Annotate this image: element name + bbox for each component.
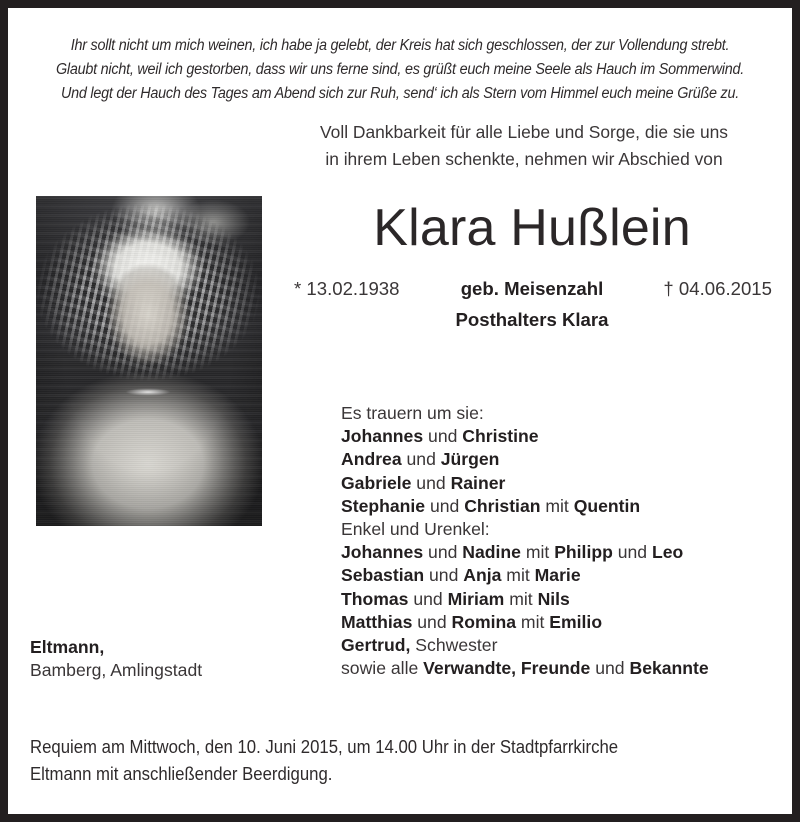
house-name: Posthalters Klara [455,309,609,330]
service-line-1: Requiem am Mittwoch, den 10. Juni 2015, um 14.00 Uhr in der Stadtpfarrkirche [30,737,619,757]
memorial-verse [45,34,756,106]
mourner-line [341,634,781,657]
service-info [30,734,718,788]
mourner-name: Bekannte [629,658,709,679]
mourner-name: Miriam [447,588,505,609]
mourner-name: Nadine [462,542,521,563]
mourner-connector: und [411,472,451,493]
mourners-heading: Es trauern um sie: [341,403,484,423]
mourner-connector: und [423,426,463,447]
place-secondary: Bamberg, Amlingstadt [30,660,203,681]
mourner-name: Philipp [554,542,613,563]
mourner-line [341,657,781,680]
mourner-name: Johannes [341,426,424,447]
places-block [30,636,330,682]
mourner-line [341,448,781,471]
mourner-connector: und [408,588,448,609]
mourner-name: Quentin [573,495,641,516]
mourner-connector: und [401,449,441,470]
mourner-line [341,518,781,541]
mourner-name: Leo [651,542,684,563]
mourner-line [341,541,781,564]
mourner-connector: mit [540,495,574,516]
mourner-connector: und [590,658,630,679]
mourner-name: Jürgen [440,449,500,470]
mourner-name: Anja [463,565,502,586]
place-primary: Eltmann, [30,637,105,657]
mourner-name: Matthias [341,611,413,632]
dates-row [284,276,780,302]
obituary-inner [8,8,792,814]
mourner-line [341,564,781,587]
mourner-connector: Schwester [410,635,498,656]
mourner-name: Thomas [341,588,409,609]
mourner-name: Andrea [341,449,402,470]
mourner-name: Christine [462,426,539,447]
intro-line-1: Voll Dankbarkeit für alle Liebe und Sorge, die sie uns [320,122,728,142]
mourner-name: Stephanie [341,495,426,516]
service-line-2: Eltmann mit anschließender Beerdigung. [30,764,333,784]
mourner-connector: und [423,542,463,563]
mourners-block [341,402,781,680]
mourner-name: Sebastian [341,565,425,586]
intro-line-2: in ihrem Leben schenkte, nehmen wir Abschied von [325,149,723,169]
mourner-connector: mit [501,565,535,586]
mourner-name: Nils [537,588,570,609]
mourner-connector: und [425,495,465,516]
verse-line-1: Ihr sollt nicht um mich weinen, ich habe ja gelebt, der Kreis hat sich geschlossen, der zur Vollendung strebt. [70,37,730,54]
mourners-list [341,425,781,680]
portrait-photo [36,196,262,526]
mourner-line [341,495,781,518]
mourner-connector: und [424,565,464,586]
mourner-connector: mit [504,588,538,609]
mourner-connector: Enkel und Urenkel: [341,519,490,540]
verse-line-2: Glaubt nicht, weil ich gestorben, dass wir uns ferne sind, es grüßt euch meine Seele als Hauch im Sommerwind. [55,61,745,78]
mourner-connector: sowie alle [341,658,424,679]
maiden-name: geb. Meisenzahl [460,278,604,299]
mourner-line [341,588,781,611]
birth-date: * 13.02.1938 [294,278,400,299]
mourner-connector: und [412,611,452,632]
mourner-connector: und [612,542,652,563]
mourner-line [341,425,781,448]
deceased-name: Klara Hußlein [373,199,691,257]
verse-line-3: Und legt der Hauch des Tages am Abend sich zur Ruh, send‘ ich als Stern vom Himmel euch meine Grüße zu. [60,85,740,102]
mourner-name: Rainer [450,472,506,493]
photo-vignette [36,196,262,526]
mourner-name: Gabriele [341,472,412,493]
mourner-name: Gertrud, [341,635,411,656]
mourner-connector: mit [520,542,555,563]
mourner-line [341,472,781,495]
intro-text [264,119,784,173]
mourner-name: Johannes [341,542,424,563]
mourner-name: Emilio [549,611,603,632]
mourner-connector: mit [516,611,550,632]
mourner-name: Marie [534,565,581,586]
mourner-name: Romina [451,611,517,632]
mourner-name: Verwandte, Freunde [423,658,591,679]
death-date: † 04.06.2015 [663,278,772,299]
mourner-name: Christian [464,495,541,516]
mourner-line [341,611,781,634]
